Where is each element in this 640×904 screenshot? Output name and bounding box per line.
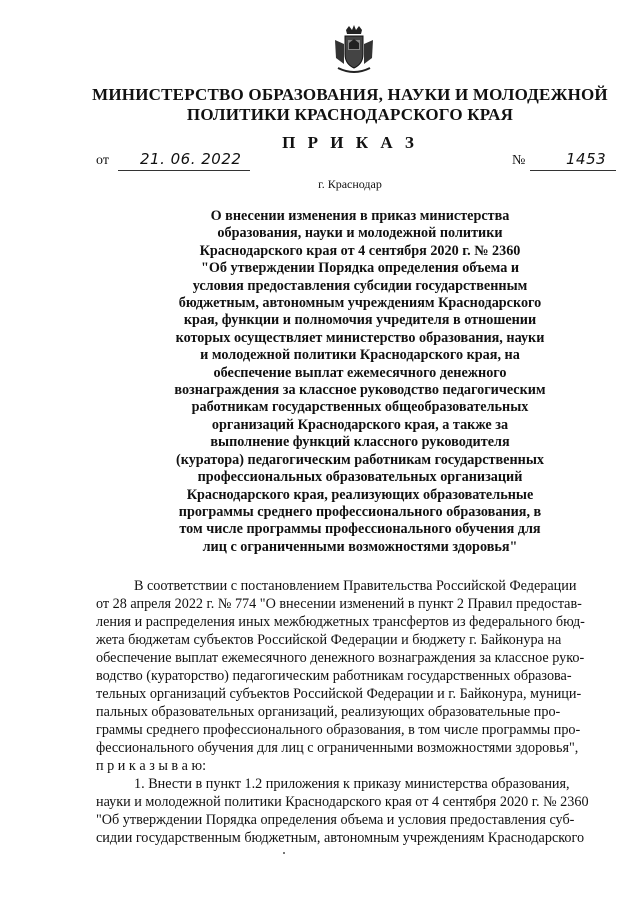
body-line: водство (кураторство) педагогическим работникам государственных образова- <box>96 668 572 684</box>
title-line: края, функции и полномочия учредителя в отношении <box>183 312 537 329</box>
order-body <box>96 577 616 847</box>
title-line: (куратора) педагогическим работникам государственных <box>176 451 544 468</box>
ministry-name-line2: ПОЛИТИКИ КРАСНОДАРСКОГО КРАЯ <box>186 105 514 124</box>
title-line: профессиональных образовательных организаций <box>197 469 523 486</box>
order-title <box>140 208 580 556</box>
date-value: 21. 06. 2022 <box>140 150 242 168</box>
title-line: "Об утверждении Порядка определения объема и <box>200 260 520 277</box>
body-line: жета бюджетам субъектов Российской Федерации и бюджету г. Байконура на <box>96 632 562 648</box>
title-line: Краснодарского края, реализующих образовательные <box>186 486 534 503</box>
body-line: "Об утверждении Порядка определения объема и условия предоставления суб- <box>96 812 575 828</box>
title-line: О внесении изменения в приказ министерства <box>210 208 510 224</box>
page-mark <box>283 852 285 854</box>
date-label: от <box>96 153 109 168</box>
body-line: В соответствии с постановлением Правительства Российской Федерации <box>134 578 577 594</box>
title-line: Краснодарского края от 4 сентября 2020 г. № 2360 <box>199 242 521 259</box>
title-line: выполнение функций классного руководителя <box>210 434 510 451</box>
title-line: работникам государственных общеобразовательных <box>191 399 529 416</box>
body-line: 1. Внести в пункт 1.2 приложения к приказу министерства образования, <box>134 776 570 792</box>
title-line: и молодежной политики Краснодарского края, на <box>200 347 520 364</box>
title-line: программы среднего профессионального образования, в <box>178 503 542 520</box>
body-line: п р и к а з ы в а ю: <box>96 758 207 774</box>
number-underline <box>530 170 616 171</box>
body-line: ления и распределения иных межбюджетных трансфертов из федерального бюд- <box>96 614 585 630</box>
date-underline <box>118 170 250 171</box>
title-line: том числе программы профессионального обучения для <box>179 521 541 538</box>
body-line: пальных образовательных организаций, реализующих образовательные про- <box>96 704 561 720</box>
body-line: фессионального обучения для лиц с ограниченными возможностями здоровья", <box>96 740 579 756</box>
title-line: условия предоставления субсидии государственным <box>192 277 528 294</box>
body-line: граммы среднего профессионального образования, в том числе программы про- <box>96 722 581 738</box>
coat-of-arms-icon <box>332 24 376 76</box>
body-line: от 28 апреля 2022 г. № 774 "О внесении изменений в пункт 2 Правил предостав- <box>96 596 582 612</box>
body-line: обеспечение выплат ежемесячного денежного вознаграждения за классное руко- <box>96 650 585 666</box>
ministry-name-line1: МИНИСТЕРСТВО ОБРАЗОВАНИЯ, НАУКИ И МОЛОДЕЖНОЙ <box>92 85 608 104</box>
document-type: П Р И К А З <box>282 133 418 152</box>
body-line: сидии государственным бюджетным, автономным учреждениям Краснодарского <box>96 830 585 846</box>
number-label: № <box>512 153 526 168</box>
title-line: образования, науки и молодежной политики <box>217 225 503 242</box>
city: г. Краснодар <box>318 177 382 191</box>
title-line: лиц с ограниченными возможностями здоровья" <box>202 538 518 555</box>
title-line: бюджетным, автономным учреждениям Краснодарского <box>178 295 542 312</box>
title-line: которых осуществляет министерство образования, науки <box>175 329 545 346</box>
body-line: науки и молодежной политики Краснодарского края от 4 сентября 2020 г. № 2360 <box>96 794 589 810</box>
title-line: обеспечение выплат ежемесячного денежного <box>213 364 507 381</box>
title-line: организаций Краснодарского края, а также за <box>211 416 509 433</box>
body-line: тельных организаций субъектов Российской Федерации и г. Байконура, муници- <box>96 686 582 702</box>
number-value: 1453 <box>566 150 607 168</box>
title-line: вознаграждения за классное руководство педагогическим <box>174 382 546 399</box>
